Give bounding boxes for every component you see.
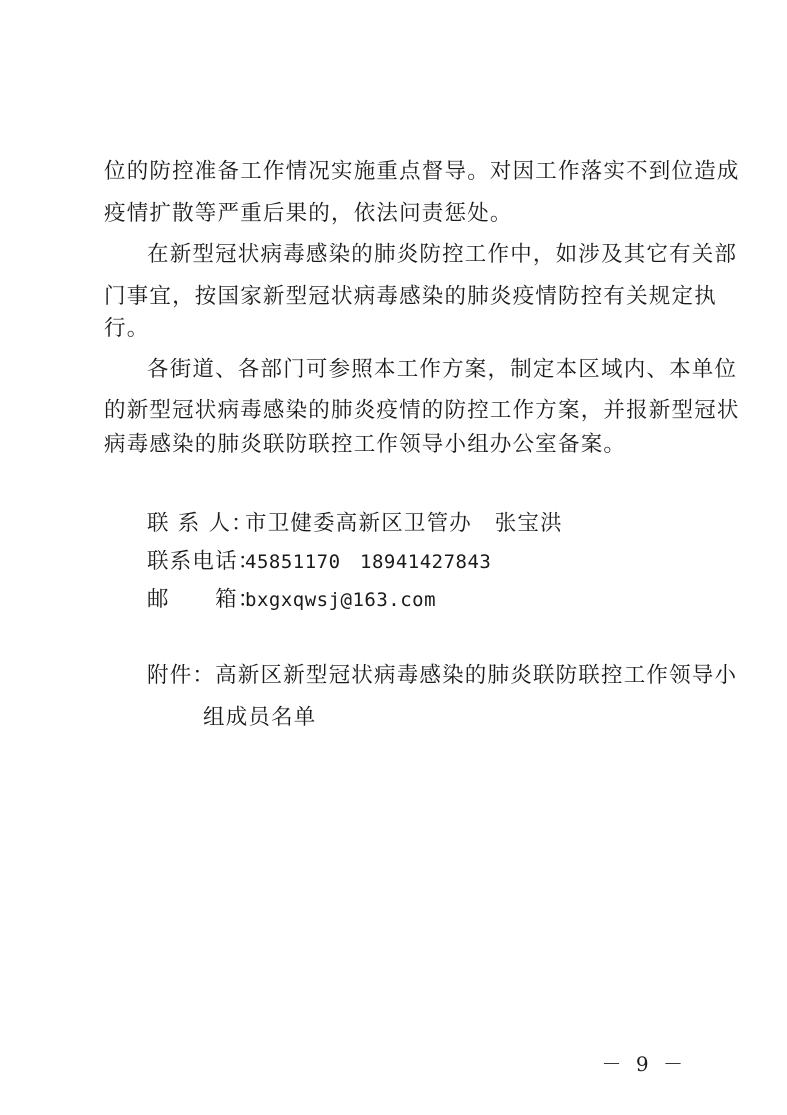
contact-phone-value: 45851170 18941427843	[245, 551, 492, 573]
paragraph-1-line-2: 疫情扩散等严重后果的，依法问责惩处。	[104, 201, 513, 226]
contact-phone-row	[147, 547, 491, 577]
attachment-line-1: 高新区新型冠状病毒感染的肺炎联防联控工作领导小	[215, 663, 738, 688]
paragraph-2-line-1: 在新型冠状病毒感染的肺炎防控工作中，如涉及其它有关部	[147, 242, 738, 267]
attachment-row	[147, 661, 737, 691]
attachment-label: 附件：	[147, 663, 216, 688]
paragraph-3-line-1: 各街道、各部门可参照本工作方案，制定本区域内、本单位	[147, 357, 738, 382]
contact-person-row	[147, 509, 563, 539]
contact-person-value: 市卫健委高新区卫管办 张宝洪	[245, 511, 563, 536]
paragraph-3-line-2: 的新型冠状病毒感染的肺炎疫情的防控工作方案，并报新型冠状	[104, 398, 740, 423]
contact-email-label: 邮 箱：	[147, 587, 261, 612]
paragraph-3-line-3: 病毒感染的肺炎联防联控工作领导小组办公室备案。	[104, 432, 627, 457]
paragraph-1-line-1: 位的防控准备工作情况实施重点督导。对因工作落实不到位造成	[104, 159, 740, 184]
attachment-line-2: 组成员名单	[203, 705, 317, 730]
page-number: － 9 －	[601, 1052, 687, 1076]
contact-person-label: 联 系 人：	[147, 511, 254, 536]
paragraph-2-line-2: 门事宜，按国家新型冠状病毒感染的肺炎疫情防控有关规定执	[104, 284, 717, 309]
paragraph-2-line-3: 行。	[104, 316, 150, 341]
contact-email-value: bxgxqwsj@163.com	[245, 589, 437, 611]
contact-phone-label: 联系电话：	[147, 549, 261, 574]
contact-email-row	[147, 585, 436, 615]
